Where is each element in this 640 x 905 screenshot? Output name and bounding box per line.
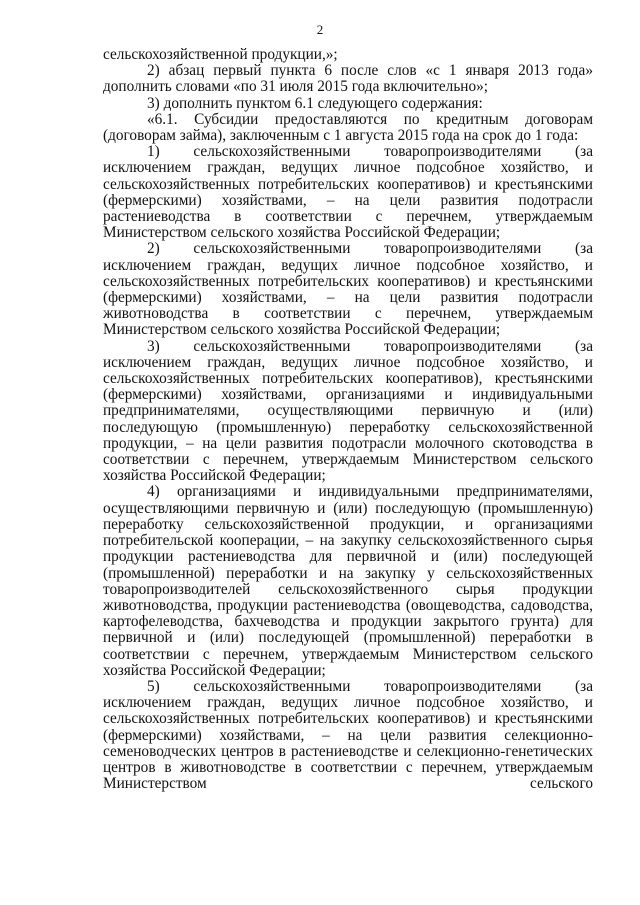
list-item-5: 5) сельскохозяйственными товаропроизводителями (за исключением граждан, ведущих личное подсобное хозяйство, и сельскохозяйственных потребительских кооперативов) и крестьянскими (фермерскими) хозяйствами, – на цели развития селекционно-семеноводческих центров в растениеводстве и селекционно-генетических центров в животноводстве в соответствии с перечнем, утверждаемым Министерством сельского [103, 677, 593, 793]
page-number: 2 [316, 22, 324, 37]
list-item-1: 1) сельскохозяйственными товаропроизводителями (за исключением граждан, ведущих личное подсобное хозяйство, и сельскохозяйственных потребительских кооперативов) и крестьянскими (фермерскими) хозяйствами, – на цели развития подотрасли растениеводства в соответствии с перечнем, утверждаемым Министерством сельского хозяйства Российской Федерации; [103, 143, 593, 242]
list-item-3: 3) сельскохозяйственными товаропроизводителями (за исключением граждан, ведущих личное подсобное хозяйство, и сельскохозяйственных потребительских кооперативов), крестьянскими (фермерскими) хозяйствами, организациями и индивидуальными предпринимателями, осуществляющими первичную и (или) последующую (промышленную) переработку сельскохозяйственной продукции, – на цели развития подотрасли молочного скотоводства в соответствии с перечнем, утверждаемым Министерством сельского хозяйства Российской Федерации; [103, 337, 593, 485]
paragraph-item-2: 2) абзац первый пункта 6 после слов «с 1 января 2013 года» дополнить словами «по 31 июля 2015 года включительно»; [103, 62, 593, 96]
paragraph-clause-6-1: «6.1. Субсидии предоставляются по кредитным договорам (договорам займа), заключенным с 1 августа 2015 года на срок до 1 года: [103, 110, 593, 145]
list-item-2: 2) сельскохозяйственными товаропроизводителями (за исключением граждан, ведущих личное подсобное хозяйство, и сельскохозяйственных потребительских кооперативов) и крестьянскими (фермерскими) хозяйствами, – на цели развития подотрасли животноводства в соответствии с перечнем, утверждаемым Министерством сельского хозяйства Российской Федерации; [103, 240, 593, 339]
paragraph-item-3: 3) дополнить пунктом 6.1 следующего содержания: [147, 94, 483, 112]
document-body [103, 47, 593, 792]
list-item-4: 4) организациями и индивидуальными предпринимателями, осуществляющими первичную и (или) последующую (промышленную) переработку сельскохозяйственной продукции, и организациями потребительской кооперации, – на закупку сельскохозяйственного сырья продукции растениеводства для первичной и (или) последующей (промышленной) переработки и на закупку у сельскохозяйственных товаропроизводителей сельскохозяйственного сырья продукции животноводства, продукции растениеводства (овощеводства, садоводства, картофелеводства, бахчеводства и продукции закрытого грунта) для первичной и (или) последующей (промышленной) переработки в соответствии с перечнем, утверждаемым Министерством сельского хозяйства Российской Федерации; [103, 483, 593, 679]
paragraph-continuation: сельскохозяйственной продукции,»; [103, 46, 338, 63]
